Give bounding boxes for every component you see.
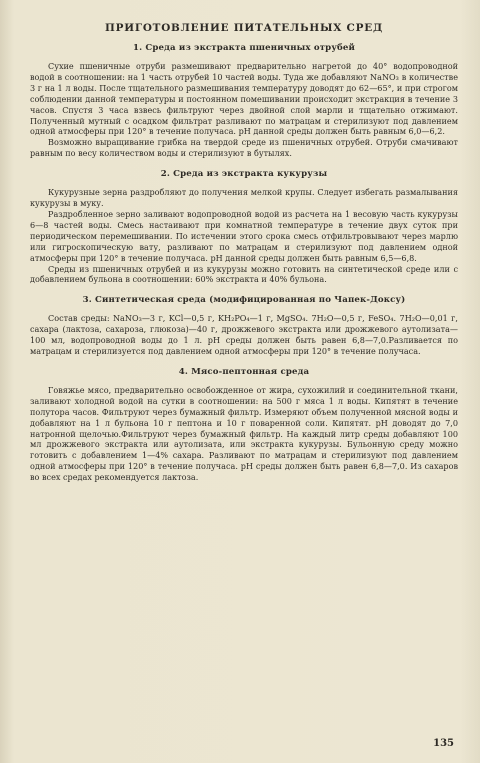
section-heading: 4. Мясо-пептонная среда: [178, 366, 310, 377]
section-heading: 2. Среда из экстракта кукурузы: [160, 169, 328, 180]
paragraph: Говяжье мясо, предварительно освобожденное от жира, сухожилий и соединительной ткани, заливают холодной водой на сутки в соотношении: на 500 г мяса 1 л воды. Кипятят в течение полутора часов. Фильтруют через бумажный фильтр. Измеряют объем полученной мясной воды и добавляют на 1 л бульона 10 г пептона и 10 г поваренной соли. Кипятят. pH доводят до 7,0 натронной щелочью.Фильтруют через бумажный фильтр. На каждый литр среды добавляют 100 мл дрожжевого экстракта или аутолизата, или экстракта кукурузы. Бульонную среду можно готовить с добавлением 1—4% сахара. Разливают по матрацам и стерилизуют под давлением одной атмосферы при 120° в течение получаса. pH среды должен быть равен 6,8—7,0. Из сахаров во всех средах рекомендуется лактоза.: [30, 384, 458, 483]
paragraph: Среды из пшеничных отрубей и из кукурузы можно готовить на синтетической среде или с добавлением бульона в соотношении: 60% экстракта и 40% бульона.: [30, 263, 458, 285]
paragraph: Сухие пшеничные отруби размешивают предварительно нагретой до 40° водопроводной водой в соотношении: на 1 часть отрубей 10 частей воды. Туда же добавляют NaNO₃ в количестве 3 г на 1 л воды. После тщательного размешивания температуру доводят до 62—65°, и при строгом соблюдении данной температуры и постоянном помешивании происходит экстракция в течение 3 часов. Спустя 3 часа взвесь фильтруют через двойной слой марли и тщательно отжимают. Полученный мутный с осадком фильтрат разливают по матрацам и стерилизуют под давлением одной атмосферы при 120° в течение получаса. pH данной среды должен быть равным 6,0—6,2.: [30, 61, 458, 137]
page-number: 135: [433, 738, 454, 749]
paragraph: Состав среды: NaNO₃—3 г, KCl—0,5 г, KH₂PO₄—1 г, MgSO₄. 7H₂O—0,5 г, FeSO₄. 7H₂O—0,01 г, сахара (лактоза, сахароза, глюкоза)—40 г, дрожжевого экстракта или дрожжевого аутолизата—100 мл, водопроводной воды до 1 л. pH среды должен быть равен 6,8—7,0.Разливается по матрацам и стерилизуется под давлением одной атмосферы при 120° в течение получаса.: [30, 313, 458, 357]
section-corn-extract: [30, 169, 458, 285]
section-heading: 1. Среда из экстракта пшеничных отрубей: [132, 43, 356, 53]
page-title: ПРИГОТОВЛЕНИЕ ПИТАТЕЛЬНЫХ СРЕД: [105, 22, 383, 34]
paragraph: Кукурузные зерна раздробляют до получения мелкой крупы. Следует избегать размалывания кукурузы в муку.: [30, 187, 458, 209]
paragraph: Возможно выращивание грибка на твердой среде из пшеничных отрубей. Отруби смачивают равным по весу количеством воды и стерилизуют в бутылях.: [30, 137, 458, 159]
paragraph: Раздробленное зерно заливают водопроводной водой из расчета на 1 весовую часть кукурузы 6—8 частей воды. Смесь настаивают при комнатной температуре в течение двух суток при периодическом перемешивании. По истечении этого срока смесь отфильтровывают через марлю или гигроскопическую вату, разливают по матрацам и стерилизуют под давлением одной атмосферы при 120° в течение получаса. pH данной среды должен быть равным 6,5—6,8.: [30, 208, 458, 263]
section-wheat-bran: [30, 43, 458, 159]
section-synthetic-medium: [30, 295, 458, 357]
section-heading: 3. Синтетическая среда (модифицированная по Чапек-Доксу): [82, 295, 406, 306]
section-meat-peptone: [30, 367, 458, 483]
